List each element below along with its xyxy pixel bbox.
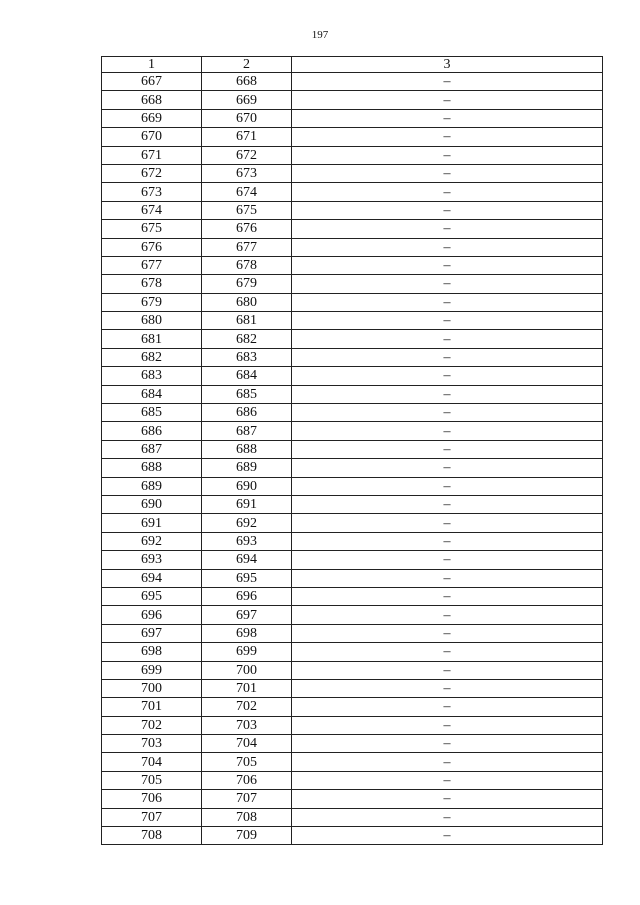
table-cell-col-1: 671	[102, 146, 202, 164]
table-cell-col-3: –	[292, 422, 603, 440]
table-cell-col-1: 703	[102, 735, 202, 753]
table-row	[102, 753, 603, 771]
table-cell-col-1: 698	[102, 643, 202, 661]
table-cell-col-1: 676	[102, 238, 202, 256]
table-cell-col-1: 696	[102, 606, 202, 624]
table-row	[102, 532, 603, 550]
table-cell-col-1: 695	[102, 587, 202, 605]
table-cell-col-1: 706	[102, 790, 202, 808]
table-cell-col-2: 700	[202, 661, 292, 679]
table-cell-col-1: 675	[102, 220, 202, 238]
table-cell-col-2: 669	[202, 91, 292, 109]
table-cell-col-2: 697	[202, 606, 292, 624]
table-row	[102, 238, 603, 256]
table-cell-col-2: 696	[202, 587, 292, 605]
table-cell-col-3: –	[292, 312, 603, 330]
table-row	[102, 275, 603, 293]
table-cell-col-2: 685	[202, 385, 292, 403]
table-cell-col-1: 697	[102, 624, 202, 642]
table-cell-col-1: 687	[102, 440, 202, 458]
table-cell-col-1: 685	[102, 404, 202, 422]
table-cell-col-3: –	[292, 73, 603, 91]
table-cell-col-1: 669	[102, 109, 202, 127]
column-header-3: 3	[292, 57, 603, 73]
table-cell-col-2: 706	[202, 771, 292, 789]
table-cell-col-3: –	[292, 367, 603, 385]
table-cell-col-2: 701	[202, 679, 292, 697]
table-cell-col-1: 686	[102, 422, 202, 440]
table-row	[102, 312, 603, 330]
table-cell-col-3: –	[292, 753, 603, 771]
column-header-1: 1	[102, 57, 202, 73]
table-cell-col-2: 670	[202, 109, 292, 127]
table-row	[102, 606, 603, 624]
table-cell-col-2: 674	[202, 183, 292, 201]
table-cell-col-2: 686	[202, 404, 292, 422]
table-cell-col-1: 679	[102, 293, 202, 311]
table-cell-col-2: 691	[202, 495, 292, 513]
table-cell-col-3: –	[292, 643, 603, 661]
table-cell-col-1: 699	[102, 661, 202, 679]
page-number: 197	[311, 29, 329, 41]
table-cell-col-3: –	[292, 514, 603, 532]
table-cell-col-3: –	[292, 459, 603, 477]
table-cell-col-2: 677	[202, 238, 292, 256]
table-row	[102, 201, 603, 219]
table-cell-col-1: 670	[102, 128, 202, 146]
table-row	[102, 827, 603, 845]
column-header-2: 2	[202, 57, 292, 73]
table-cell-col-2: 695	[202, 569, 292, 587]
table-row	[102, 643, 603, 661]
table-cell-col-2: 680	[202, 293, 292, 311]
table-cell-col-1: 708	[102, 827, 202, 845]
table-row	[102, 128, 603, 146]
table-cell-col-3: –	[292, 183, 603, 201]
table-cell-col-3: –	[292, 385, 603, 403]
table-cell-col-2: 688	[202, 440, 292, 458]
table-row	[102, 256, 603, 274]
table-row	[102, 716, 603, 734]
table-cell-col-1: 693	[102, 551, 202, 569]
table-cell-col-1: 700	[102, 679, 202, 697]
table-row	[102, 587, 603, 605]
table-row	[102, 624, 603, 642]
table-row	[102, 698, 603, 716]
table-cell-col-3: –	[292, 164, 603, 182]
table-row	[102, 367, 603, 385]
table-cell-col-3: –	[292, 128, 603, 146]
table-row	[102, 661, 603, 679]
table-cell-col-1: 674	[102, 201, 202, 219]
table-cell-col-1: 682	[102, 348, 202, 366]
table-row	[102, 569, 603, 587]
table-cell-col-1: 704	[102, 753, 202, 771]
table-cell-col-2: 704	[202, 735, 292, 753]
table-row	[102, 440, 603, 458]
table-row	[102, 73, 603, 91]
table-cell-col-3: –	[292, 735, 603, 753]
table-cell-col-2: 682	[202, 330, 292, 348]
table-cell-col-2: 698	[202, 624, 292, 642]
table-cell-col-3: –	[292, 624, 603, 642]
table-cell-col-1: 701	[102, 698, 202, 716]
table-cell-col-1: 705	[102, 771, 202, 789]
table-cell-col-1: 677	[102, 256, 202, 274]
table-cell-col-3: –	[292, 606, 603, 624]
table-row	[102, 109, 603, 127]
table-cell-col-1: 694	[102, 569, 202, 587]
table-cell-col-2: 702	[202, 698, 292, 716]
table-cell-col-2: 671	[202, 128, 292, 146]
table-cell-col-3: –	[292, 551, 603, 569]
table-cell-col-3: –	[292, 569, 603, 587]
table-cell-col-2: 676	[202, 220, 292, 238]
table-cell-col-1: 667	[102, 73, 202, 91]
table-cell-col-1: 680	[102, 312, 202, 330]
table-cell-col-3: –	[292, 827, 603, 845]
table-cell-col-1: 672	[102, 164, 202, 182]
table-row	[102, 679, 603, 697]
table-cell-col-1: 683	[102, 367, 202, 385]
table-cell-col-1: 673	[102, 183, 202, 201]
table-row	[102, 790, 603, 808]
table-row	[102, 551, 603, 569]
table-row	[102, 164, 603, 182]
table-cell-col-2: 673	[202, 164, 292, 182]
table-cell-col-2: 668	[202, 73, 292, 91]
table-body	[102, 73, 603, 845]
table-cell-col-3: –	[292, 220, 603, 238]
table-cell-col-3: –	[292, 404, 603, 422]
table-row	[102, 385, 603, 403]
table-cell-col-1: 692	[102, 532, 202, 550]
table-cell-col-3: –	[292, 440, 603, 458]
table-cell-col-1: 689	[102, 477, 202, 495]
table-cell-col-3: –	[292, 790, 603, 808]
table-cell-col-3: –	[292, 293, 603, 311]
table-cell-col-3: –	[292, 495, 603, 513]
table-row	[102, 404, 603, 422]
table-row	[102, 183, 603, 201]
table-cell-col-1: 681	[102, 330, 202, 348]
table-cell-col-3: –	[292, 477, 603, 495]
table-cell-col-2: 707	[202, 790, 292, 808]
table-cell-col-3: –	[292, 587, 603, 605]
table-cell-col-3: –	[292, 238, 603, 256]
table-cell-col-2: 692	[202, 514, 292, 532]
table-cell-col-2: 693	[202, 532, 292, 550]
table-cell-col-2: 681	[202, 312, 292, 330]
table-cell-col-1: 678	[102, 275, 202, 293]
table-cell-col-2: 709	[202, 827, 292, 845]
table-row	[102, 220, 603, 238]
table-cell-col-3: –	[292, 256, 603, 274]
table-cell-col-3: –	[292, 330, 603, 348]
table-row	[102, 422, 603, 440]
table-cell-col-2: 683	[202, 348, 292, 366]
table-cell-col-2: 687	[202, 422, 292, 440]
table-row	[102, 735, 603, 753]
table-cell-col-1: 707	[102, 808, 202, 826]
table-cell-col-3: –	[292, 532, 603, 550]
table-cell-col-3: –	[292, 91, 603, 109]
table-cell-col-3: –	[292, 201, 603, 219]
table-cell-col-2: 703	[202, 716, 292, 734]
data-table	[101, 56, 603, 845]
table-cell-col-3: –	[292, 771, 603, 789]
table-cell-col-1: 702	[102, 716, 202, 734]
table-row	[102, 330, 603, 348]
table-row	[102, 495, 603, 513]
table-cell-col-1: 668	[102, 91, 202, 109]
table-row	[102, 477, 603, 495]
table-cell-col-2: 675	[202, 201, 292, 219]
table-cell-col-2: 679	[202, 275, 292, 293]
table-cell-col-2: 689	[202, 459, 292, 477]
table-cell-col-3: –	[292, 146, 603, 164]
table-cell-col-2: 684	[202, 367, 292, 385]
table-cell-col-3: –	[292, 275, 603, 293]
table-cell-col-2: 690	[202, 477, 292, 495]
table-row	[102, 348, 603, 366]
table-cell-col-1: 688	[102, 459, 202, 477]
table-cell-col-2: 708	[202, 808, 292, 826]
table-row	[102, 808, 603, 826]
table-cell-col-3: –	[292, 348, 603, 366]
table-header-row	[102, 57, 603, 73]
table-row	[102, 459, 603, 477]
table-cell-col-1: 691	[102, 514, 202, 532]
table-cell-col-3: –	[292, 808, 603, 826]
table-row	[102, 146, 603, 164]
table-cell-col-2: 672	[202, 146, 292, 164]
table-row	[102, 514, 603, 532]
table-cell-col-3: –	[292, 698, 603, 716]
table-row	[102, 91, 603, 109]
table-cell-col-1: 690	[102, 495, 202, 513]
table-row	[102, 771, 603, 789]
table-cell-col-3: –	[292, 716, 603, 734]
table-cell-col-2: 699	[202, 643, 292, 661]
table-cell-col-3: –	[292, 661, 603, 679]
table-cell-col-1: 684	[102, 385, 202, 403]
table-cell-col-2: 705	[202, 753, 292, 771]
table-cell-col-3: –	[292, 109, 603, 127]
table-cell-col-3: –	[292, 679, 603, 697]
table-cell-col-2: 678	[202, 256, 292, 274]
table-row	[102, 293, 603, 311]
table-cell-col-2: 694	[202, 551, 292, 569]
